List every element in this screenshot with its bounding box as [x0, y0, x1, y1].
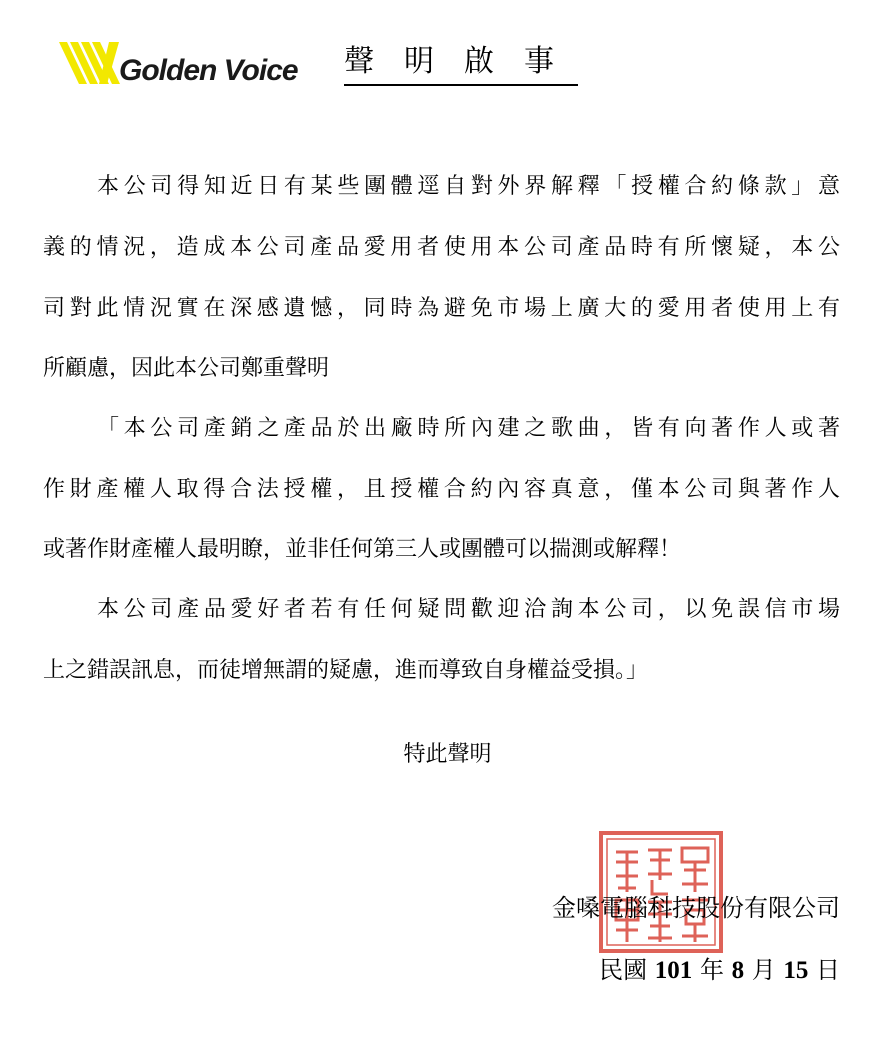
logo-text: Golden Voice — [119, 54, 298, 87]
date-day: 15 — [783, 957, 809, 984]
body-line-9: 上之錯誤訊息，而徒增無謂的疑慮，進而導致自身權益受損。」 — [43, 658, 649, 683]
body-line-2: 義的情況，造成本公司產品愛用者使用本公司產品時有所懷疑，本公 — [43, 235, 840, 260]
date-month: 8 — [731, 957, 745, 984]
body-line-1: 本公司得知近日有某些團體逕自對外界解釋「授權合約條款」意 — [97, 174, 840, 199]
logo-stripes-icon — [59, 42, 120, 84]
page-title: 聲明啟事 — [344, 44, 578, 86]
body-line-7: 或著作財產權人最明瞭，並非任何第三人或團體可以揣測或解釋！ — [43, 537, 682, 562]
company-name: 金嗓電腦科技股份有限公司 — [552, 894, 840, 922]
date-month-unit: 月 — [751, 956, 776, 984]
issue-date — [599, 954, 840, 987]
golden-voice-logo — [57, 38, 307, 88]
body-line-8: 本公司產品愛好者若有任何疑問歡迎洽詢本公司，以免誤信市場 — [97, 597, 840, 622]
body-line-5: 「本公司產銷之產品於出廠時所內建之歌曲，皆有向著作人或著 — [97, 416, 840, 441]
body-line-4: 所顧慮，因此本公司鄭重聲明 — [43, 356, 330, 381]
closing-statement: 特此聲明 — [403, 742, 492, 767]
date-prefix: 民國 — [599, 956, 648, 984]
body-line-6: 作財產權人取得合法授權，且授權合約內容真意，僅本公司與著作人 — [43, 477, 840, 502]
date-day-unit: 日 — [816, 956, 840, 984]
date-year-unit: 年 — [699, 956, 724, 984]
body-line-3: 司對此情況實在深感遺憾，同時為避免市場上廣大的愛用者使用上有 — [43, 296, 840, 321]
date-year: 101 — [654, 957, 693, 984]
